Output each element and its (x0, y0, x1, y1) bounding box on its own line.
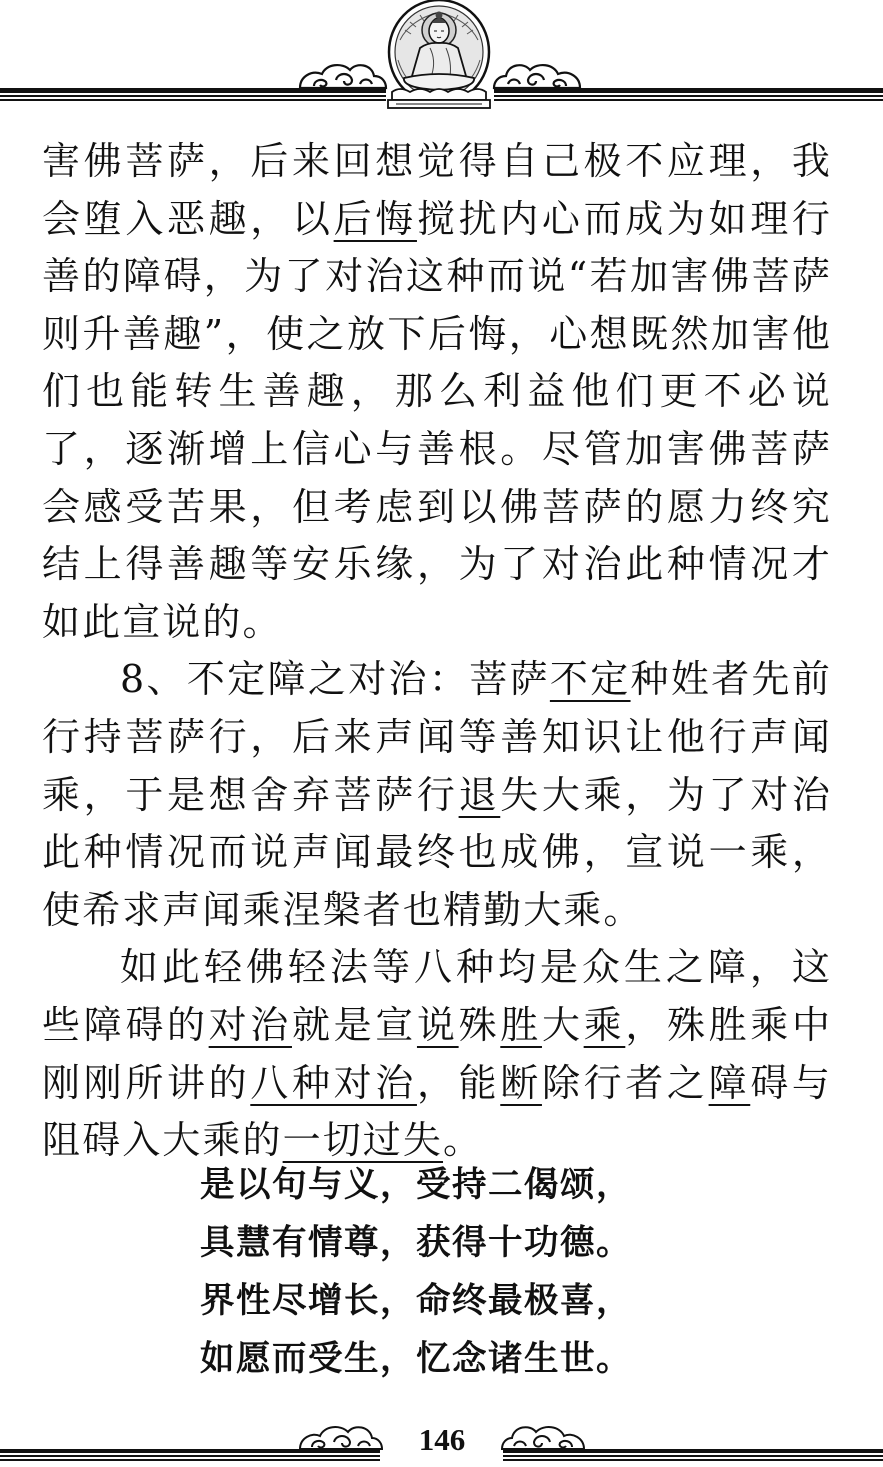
underlined-term: 一切过失 (282, 1118, 444, 1163)
underlined-term: 退 (458, 772, 501, 817)
text-run: ，能 (416, 1060, 501, 1105)
page-header-ornament (0, 0, 883, 115)
verse-line: 界性尽增长，命终最极喜， (200, 1281, 632, 1321)
paragraph (42, 939, 832, 1169)
text-run: 搅扰内心而成为如理行善的障碍，为了对治这种而说“若加害佛菩萨则升善趣”，使之放下后悔，心想既然加害他们也能转生善趣，那么利益他们更不必说了，逐渐增上信心与善根。尽管加害佛菩萨会感受苦果，但考虑到以佛菩萨的愿力终究结上得善趣等安乐缘，为了对治此种情况才如此宣说的。 (42, 196, 832, 644)
header-rule-right (494, 88, 883, 101)
text-run: 除行者之 (541, 1060, 709, 1105)
text-run: 害佛菩萨，后来回想觉得自己极不应理，我会堕入恶趣，以 (42, 139, 832, 241)
page-number: 146 (418, 1422, 466, 1457)
cloud-scroll-icon (300, 65, 386, 88)
underlined-term: 胜 (500, 1002, 542, 1047)
cloud-scroll-icon (502, 1427, 584, 1449)
text-run: 失大乘，为了对治此种情况而说声闻最终也成佛，宣说一乘，使希求声闻乘涅槃者也精勤大乘。 (42, 772, 832, 932)
verse-line: 具慧有情尊，获得十功德。 (200, 1223, 632, 1263)
text-run: 大 (541, 1002, 584, 1047)
underlined-term: 乘 (583, 1002, 626, 1047)
cloud-scroll-icon (494, 65, 580, 88)
underlined-term: 对治 (208, 1002, 292, 1047)
text-run: 殊 (458, 1002, 501, 1047)
underlined-term: 障 (708, 1060, 751, 1105)
underlined-term: 不定 (549, 657, 631, 702)
main-text (42, 133, 832, 1170)
cloud-scroll-icon (300, 1427, 382, 1449)
paragraph (42, 651, 832, 939)
verse-line: 是以句与义，受持二偈颂， (200, 1165, 632, 1205)
underlined-term: 后悔 (333, 196, 417, 241)
text-run: 。 (443, 1118, 484, 1163)
paragraph (42, 133, 832, 651)
footer-rule-left (0, 1449, 380, 1461)
underlined-term: 断 (500, 1060, 542, 1105)
text-run: ，殊胜乘中刚刚所讲的 (42, 1002, 833, 1105)
footer-rule-right (503, 1449, 883, 1461)
text-run: 8、不定障之对治：菩萨 (120, 657, 550, 702)
underlined-term: 说 (416, 1002, 459, 1047)
text-run: 如此轻佛轻法等八种均是众生之障，这些障碍的 (42, 945, 832, 1047)
text-run: 就是宣 (291, 1002, 417, 1047)
verse-line: 如愿而受生，忆念诸生世。 (200, 1339, 632, 1379)
header-rule-left (0, 88, 386, 101)
underlined-term: 八种对治 (250, 1060, 417, 1105)
text-run: 碍与阻碍入大乘的 (42, 1060, 833, 1163)
text-run: 种姓者先前行持菩萨行，后来声闻等善知识让他行声闻乘，于是想舍弃菩萨行 (42, 657, 832, 817)
verse-block (200, 1156, 720, 1388)
buddha-figure-icon (388, 0, 490, 108)
